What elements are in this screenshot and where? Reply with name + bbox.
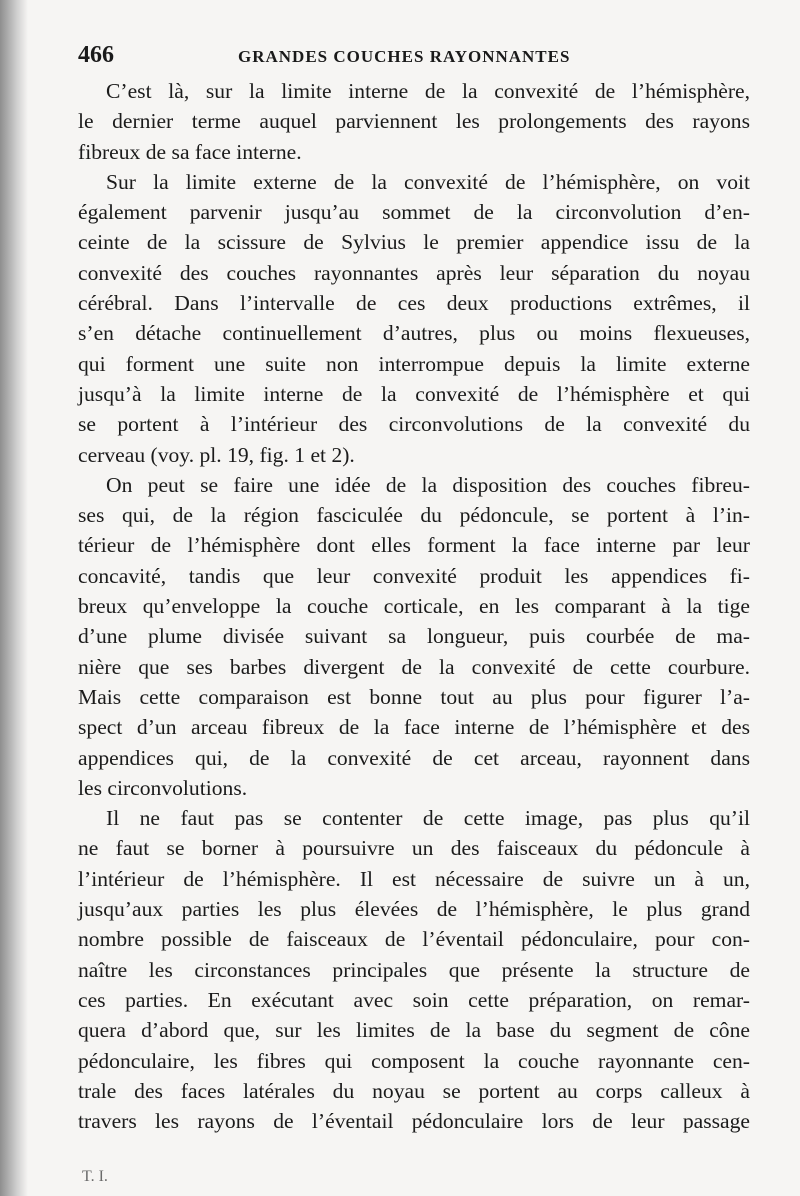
text-line: Il ne faut pas se contenter de cette image, pas plus qu’il [106,806,750,831]
text-line: nombre possible de faisceaux de l’éventail pédonculaire, pour con- [78,927,750,952]
text-line: appendices qui, de la convexité de cet arceau, rayonnent dans [78,745,750,770]
text-line: s’en détache continuellement d’autres, plus ou moins flexueuses, [78,321,750,346]
signature-mark: T. I. [82,1168,108,1185]
text-line: ne faut se borner à poursuivre un des faisceaux du pédoncule à [78,836,750,861]
text-line: C’est là, sur la limite interne de la convexité de l’hémisphère, [106,79,750,103]
text-line: le dernier terme auquel parviennent les prolongements des rayons [78,109,750,134]
text-line: cérébral. Dans l’intervalle de ces deux productions extrêmes, il [78,291,750,316]
page-header [78,40,758,74]
text-line: se portent à l’intérieur des circonvolutions de la convexité du [78,412,750,437]
text-line: On peut se faire une idée de la disposition des couches fibreu- [106,472,750,497]
text-line: Sur la limite externe de la convexité de l’hémisphère, on voit [106,169,750,194]
text-line: ces parties. En exécutant avec soin cette préparation, on remar- [78,987,750,1012]
text-line: travers les rayons de l’éventail pédonculaire lors de leur passage [78,1109,750,1134]
text-line: concavité, tandis que leur convexité produit les appendices fi- [78,563,750,588]
text-line: naître les circonstances principales que présente la structure de [78,957,750,982]
page-footer [0,1160,800,1196]
text-line: ses qui, de la région fasciculée du pédoncule, se portent à l’in- [78,503,750,528]
text-line: d’une plume divisée suivant sa longueur, puis courbée de ma- [78,624,750,649]
text-line: quera d’abord que, sur les limites de la base du segment de cône [78,1018,750,1043]
binding-shadow [0,0,28,1196]
text-line: jusqu’à la limite interne de la convexité de l’hémisphère et qui [78,381,750,406]
text-line: breux qu’enveloppe la couche corticale, en les comparant à la tige [78,594,750,619]
text-line: cerveau (voy. pl. 19, fig. 1 et 2). [78,442,355,467]
text-line: les circonvolutions. [78,775,248,800]
text-line: ceinte de la scissure de Sylvius le premier appendice issu de la [78,230,750,255]
body-text [78,76,750,1136]
text-line: qui forment une suite non interrompue depuis la limite externe [78,351,750,376]
text-line: jusqu’aux parties les plus élevées de l’hémisphère, le plus grand [78,897,750,922]
text-line: nière que ses barbes divergent de la convexité de cette courbure. [78,654,750,679]
text-line: trale des faces latérales du noyau se portent au corps calleux à [78,1078,750,1103]
text-line: pédonculaire, les fibres qui composent la couche rayonnante cen- [78,1048,750,1073]
text-line: convexité des couches rayonnantes après leur séparation du noyau [78,260,750,285]
text-line: l’intérieur de l’hémisphère. Il est nécessaire de suivre un à un, [78,866,750,891]
text-line: spect d’un arceau fibreux de la face interne de l’hémisphère et des [78,715,750,740]
text-line: Mais cette comparaison est bonne tout au plus pour figurer l’a- [78,684,750,709]
text-line: fibreux de sa face interne. [78,139,302,164]
text-line: également parvenir jusqu’au sommet de la circonvolution d’en- [78,200,750,225]
running-title: GRANDES COUCHES RAYONNANTES [238,47,571,66]
text-line: térieur de l’hémisphère dont elles forment la face interne par leur [78,533,750,558]
page-number: 466 [78,42,114,68]
